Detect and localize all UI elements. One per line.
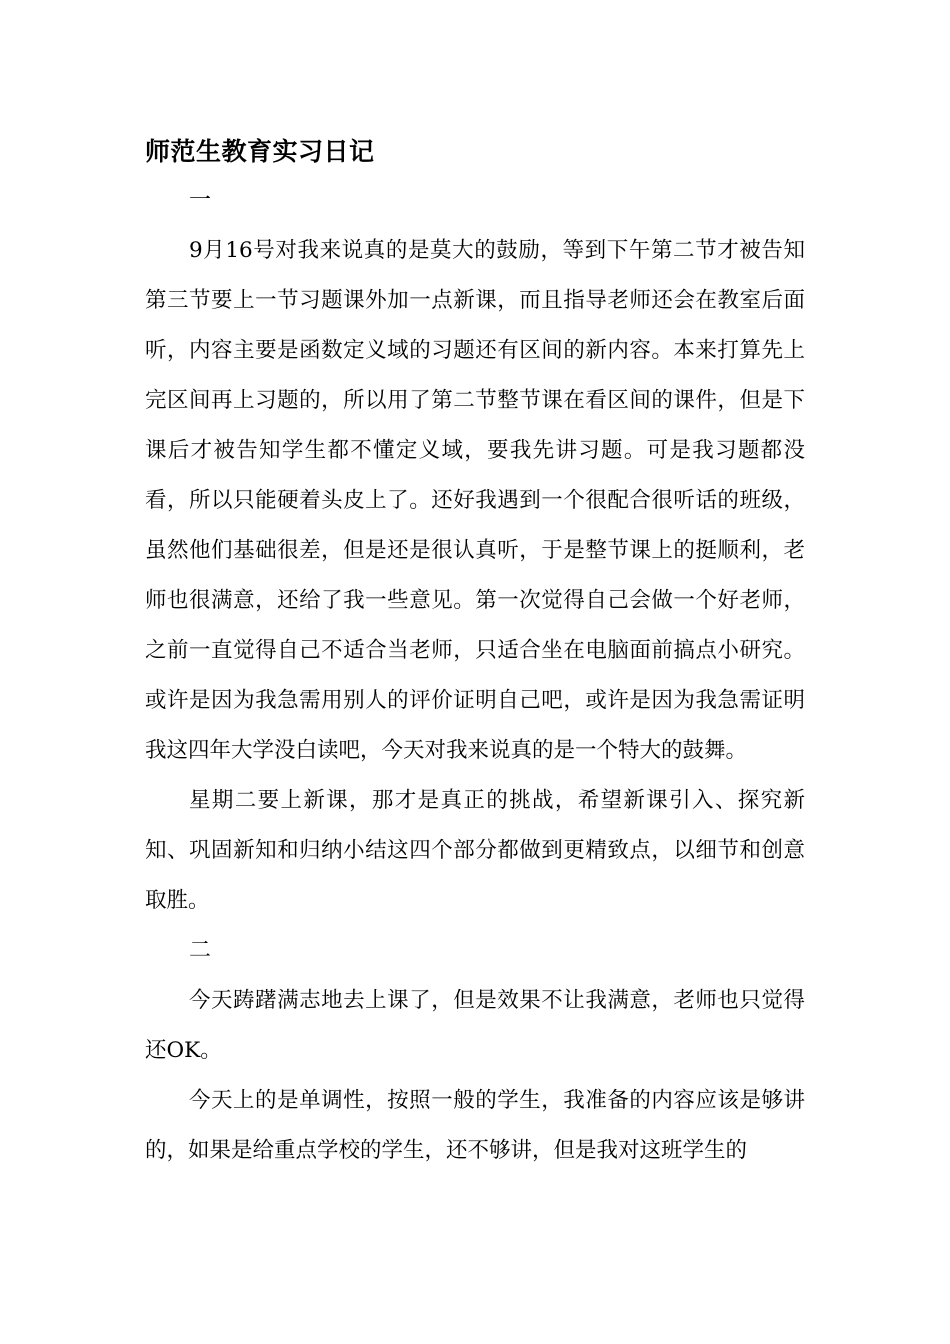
paragraph: 星期二要上新课，那才是真正的挑战，希望新课引入、探究新知、巩固新知和归纳小结这四个部分都做到更精致点，以细节和创意取胜。 xyxy=(145,788,805,913)
paragraph: 今天上的是单调性，按照一般的学生，我准备的内容应该是够讲的，如果是给重点学校的学生，还不够讲，但是我对这班学生的 xyxy=(145,1088,805,1163)
paragraph: 9月16号对我来说真的是莫大的鼓励，等到下午第二节才被告知第三节要上一节习题课外加一点新课，而且指导老师还会在教室后面听，内容主要是函数定义域的习题还有区间的新内容。本来打算先上完区间再上习题的，所以用了第二节整节课在看区间的课件，但是下课后才被告知学生都不懂定义域，要我先讲习题。可是我习题都没看，所以只能硬着头皮上了。还好我遇到一个很配合很听话的班级，虽然他们基础很差，但是还是很认真听，于是整节课上的挺顺利，老师也很满意，还给了我一些意见。第一次觉得自己会做一个好老师，之前一直觉得自己不适合当老师，只适合坐在电脑面前搞点小研究。或许是因为我急需用别人的评价证明自己吧，或许是因为我急需证明我这四年大学没白读吧，今天对我来说真的是一个特大的鼓舞。 xyxy=(145,238,805,763)
section-heading: 一 xyxy=(189,188,212,213)
section-2 xyxy=(145,926,805,1176)
paragraph: 今天踌躇满志地去上课了，但是效果不让我满意，老师也只觉得还OK。 xyxy=(145,988,805,1063)
document-title: 师范生教育实习日记 xyxy=(145,137,375,166)
section-1 xyxy=(145,176,805,926)
section-heading: 二 xyxy=(189,938,212,963)
document-page xyxy=(145,128,805,1176)
